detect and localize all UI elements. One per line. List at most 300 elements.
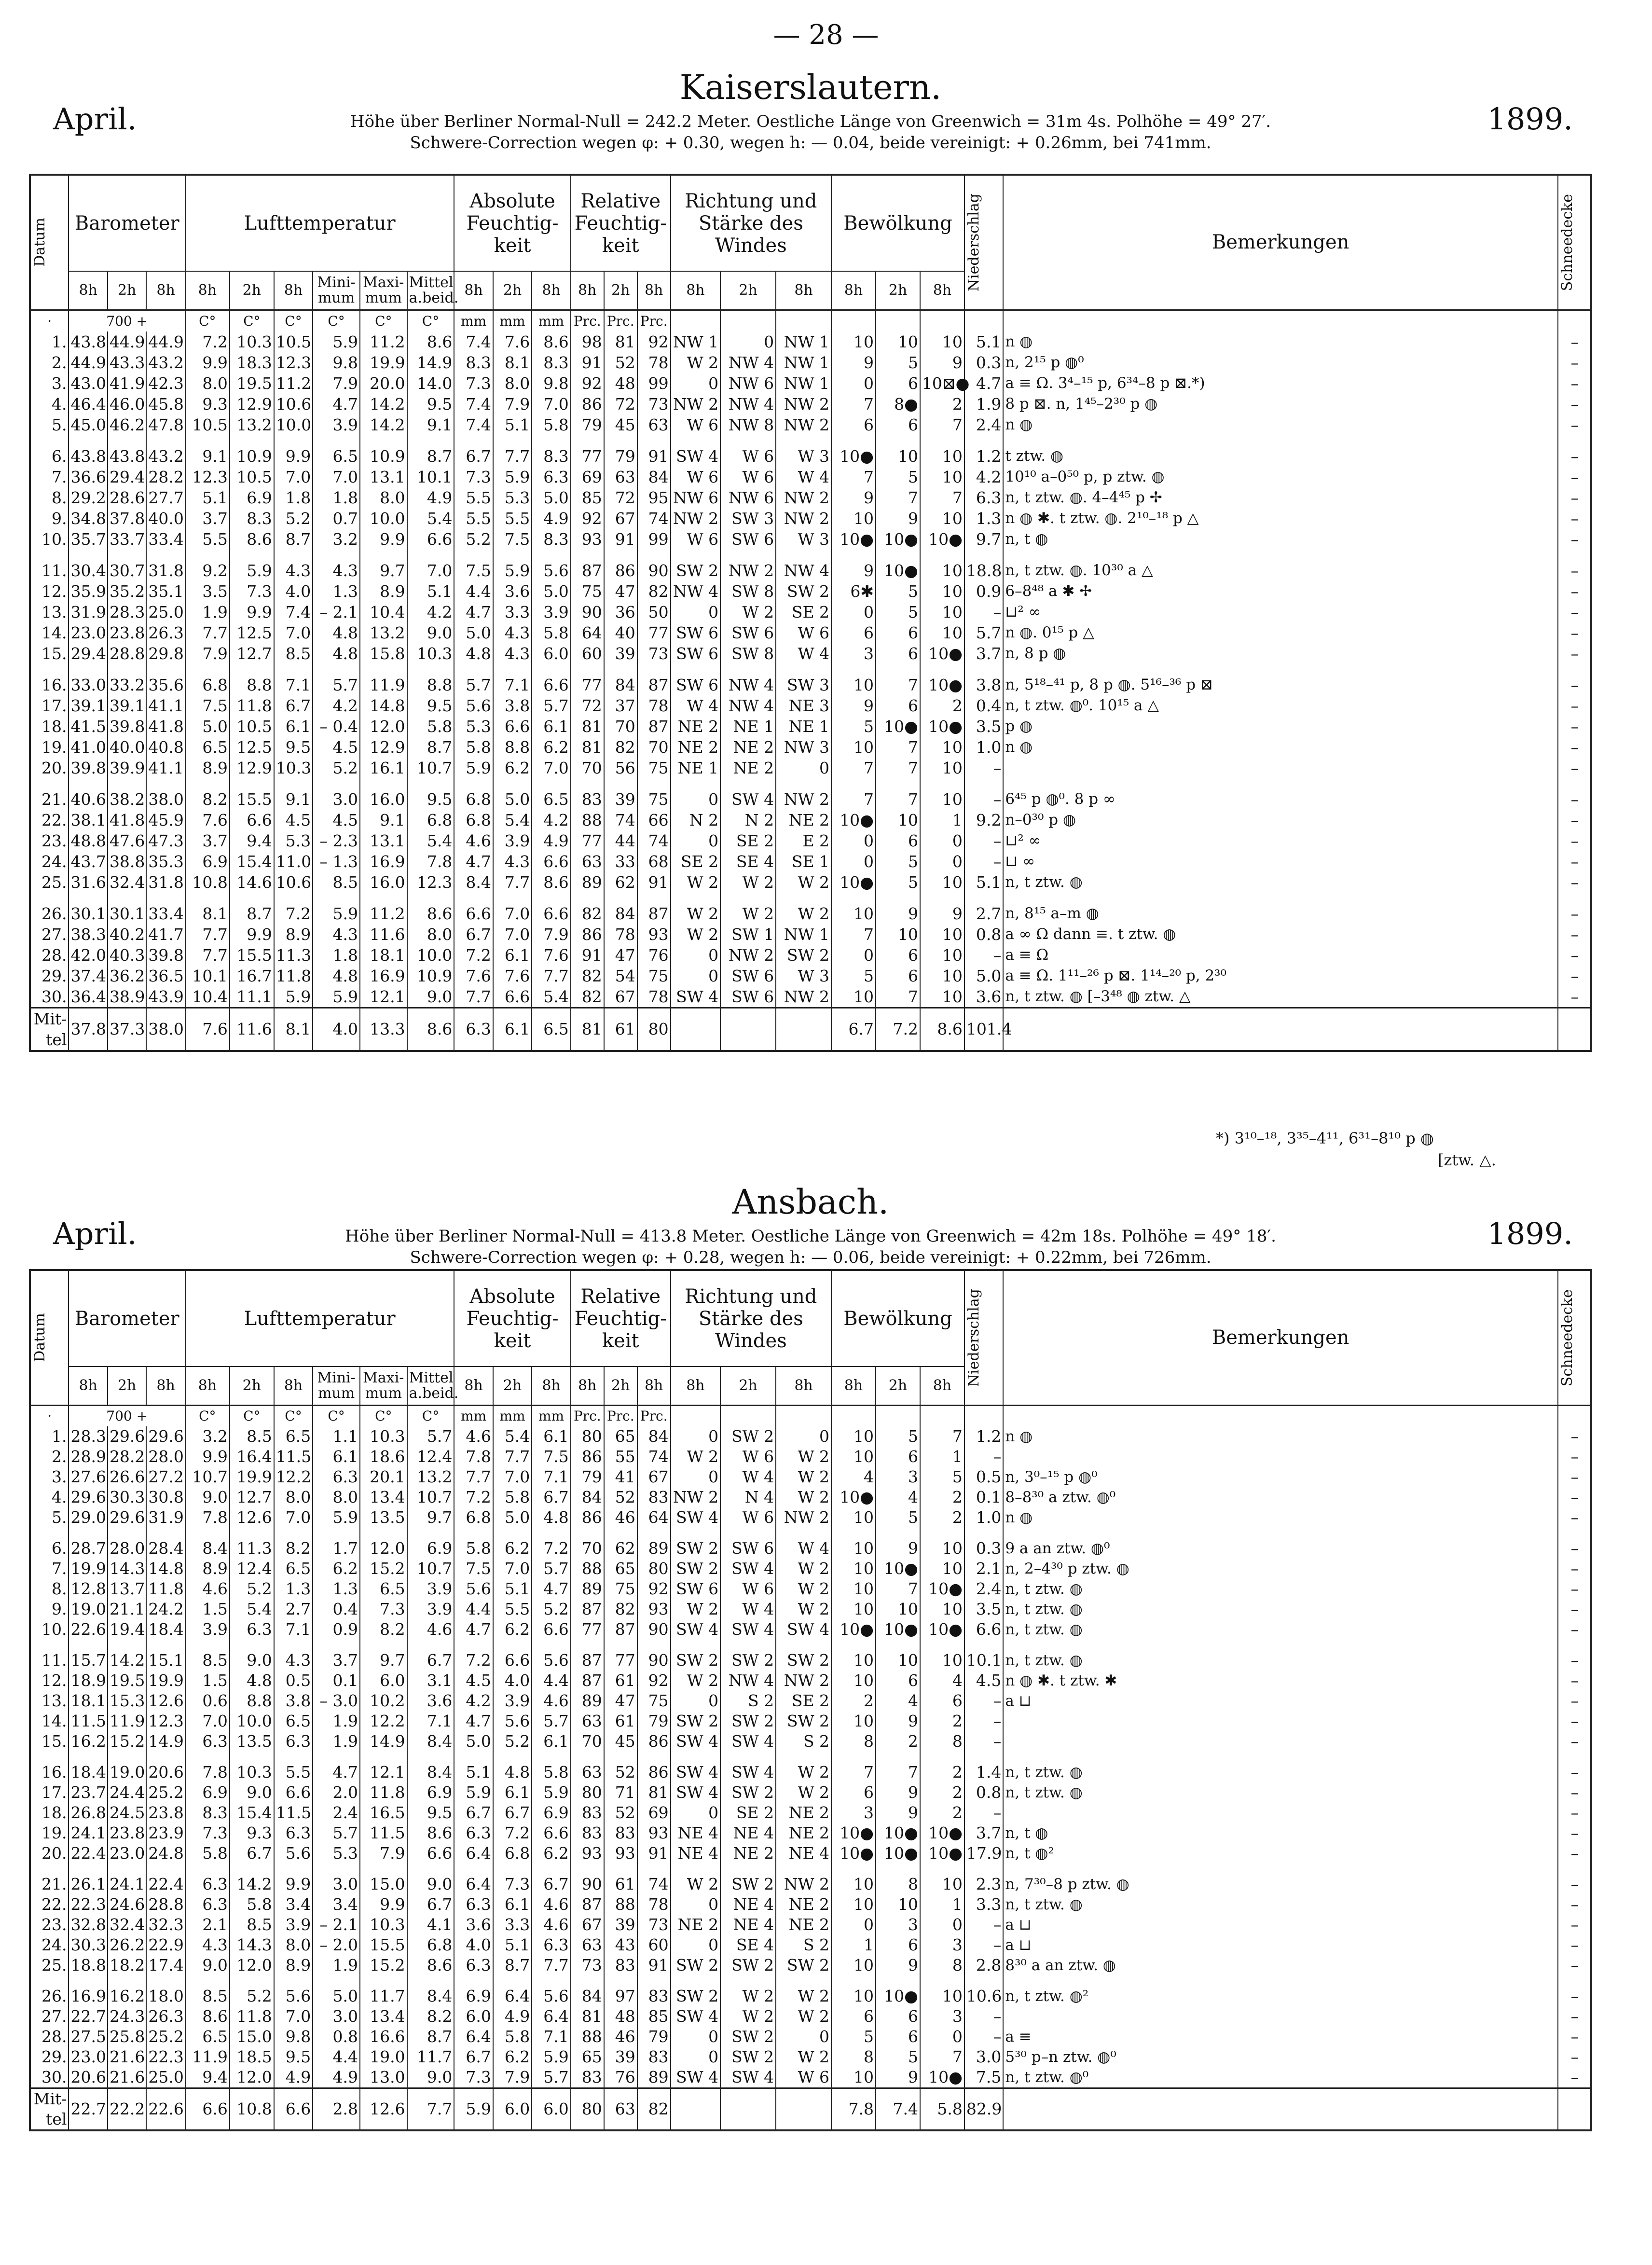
table-row <box>30 467 1591 487</box>
value-cell: 78 <box>637 1894 671 1915</box>
value-cell: 5.4 <box>407 508 454 529</box>
value-cell: 8.3 <box>532 435 570 467</box>
value-cell: 9.7 <box>360 1640 407 1671</box>
value-cell: 10● <box>876 1823 920 1843</box>
unit-mm: mm <box>454 310 493 331</box>
value-cell: 6.3 <box>313 1467 360 1487</box>
value-cell: 4.6 <box>407 1619 454 1640</box>
value-cell: 10.0 <box>274 414 313 435</box>
unit-celsius: C° <box>360 310 407 331</box>
value-cell: 15.3 <box>108 1691 146 1711</box>
value-cell: 93 <box>637 1599 671 1619</box>
mean-value: 37.3 <box>108 1008 146 1051</box>
value-cell: W 2 <box>776 2047 831 2067</box>
col-niederschlag <box>964 1270 1003 1405</box>
value-cell: – <box>1558 394 1591 414</box>
value-cell: 5.5 <box>493 508 532 529</box>
remark-cell: ⊔² ∞ <box>1003 602 1558 622</box>
value-cell: 80 <box>637 1559 671 1579</box>
value-cell: 19.0 <box>108 1752 146 1782</box>
observation-table <box>29 1269 1592 2131</box>
value-cell: 24.6 <box>108 1894 146 1915</box>
value-cell: 73 <box>637 1915 671 1935</box>
table-row <box>30 1752 1591 1782</box>
value-cell: 35.2 <box>108 581 146 602</box>
value-cell: 10 <box>831 508 876 529</box>
value-cell: 0 <box>920 1915 964 1935</box>
value-cell: 75 <box>604 1579 637 1599</box>
table-row <box>30 986 1591 1008</box>
date-cell: 24. <box>30 1935 69 1955</box>
value-cell: 4.6 <box>185 1579 230 1599</box>
remark-cell: a ≡ <box>1003 2027 1558 2047</box>
date-cell: 7. <box>30 1559 69 1579</box>
value-cell: 20.6 <box>146 1752 185 1782</box>
value-cell: 1.9 <box>313 1711 360 1731</box>
mean-value: 7.7 <box>407 2088 454 2130</box>
value-cell: 10 <box>876 1894 920 1915</box>
value-cell: 10● <box>920 664 964 695</box>
value-cell: 3.0 <box>313 2006 360 2027</box>
value-cell: – <box>1558 602 1591 622</box>
value-cell: 9.7 <box>964 529 1003 550</box>
col-abs-feuchtigkeit: Absolute Feuchtig- keit <box>454 175 570 271</box>
value-cell: 39 <box>604 2047 637 2067</box>
value-cell: W 2 <box>776 1599 831 1619</box>
value-cell: 3.7 <box>313 1640 360 1671</box>
value-cell: 14.2 <box>230 1864 274 1894</box>
value-cell: 4.2 <box>454 1691 493 1711</box>
date-cell: 11. <box>30 550 69 581</box>
value-cell: 3.9 <box>185 1619 230 1640</box>
value-cell: W 2 <box>720 1975 776 2006</box>
value-cell: 11.8 <box>274 966 313 986</box>
value-cell: 73 <box>637 394 671 414</box>
value-cell: – <box>964 1711 1003 1731</box>
value-cell: 10.0 <box>407 945 454 966</box>
col-datum <box>30 1270 69 1405</box>
value-cell: 10 <box>920 508 964 529</box>
value-cell: 4.9 <box>407 487 454 508</box>
value-cell: 16.1 <box>360 758 407 778</box>
value-cell: 16.6 <box>360 2027 407 2047</box>
value-cell: 74 <box>637 1864 671 1894</box>
value-cell: 3.2 <box>313 529 360 550</box>
mean-value <box>720 1008 776 1051</box>
value-cell: 5.8 <box>454 1528 493 1559</box>
value-cell: 0.6 <box>185 1691 230 1711</box>
remark-cell: n ◍ ✱. t ztw. ◍. 2¹⁰–¹⁸ p △ <box>1003 508 1558 529</box>
value-cell: 82 <box>604 737 637 758</box>
remark-cell: n, t ztw. ◍ [–3⁴⁸ ◍ ztw. △ <box>1003 986 1558 1008</box>
value-cell: 8.9 <box>360 581 407 602</box>
value-cell: 8.0 <box>185 373 230 394</box>
value-cell: NW 2 <box>720 945 776 966</box>
value-cell: SW 8 <box>720 581 776 602</box>
value-cell: 22.7 <box>69 2006 107 2027</box>
value-cell: 6.2 <box>532 737 570 758</box>
value-cell: 10 <box>831 1579 876 1599</box>
value-cell: 6.0 <box>454 2006 493 2027</box>
table-row <box>30 1711 1591 1731</box>
value-cell: 8.2 <box>407 2006 454 2027</box>
date-cell: 22. <box>30 1894 69 1915</box>
value-cell: 8.4 <box>185 1528 230 1559</box>
value-cell: 33 <box>604 851 637 872</box>
value-cell: 3.5 <box>185 581 230 602</box>
value-cell: 10● <box>831 1487 876 1507</box>
value-cell: 4 <box>831 1467 876 1487</box>
mean-value: 13.3 <box>360 1008 407 1051</box>
mean-value: 6.6 <box>274 2088 313 2130</box>
value-cell: 10.1 <box>185 966 230 986</box>
value-cell: 9.0 <box>407 1864 454 1894</box>
value-cell: 48 <box>604 373 637 394</box>
value-cell: 12.1 <box>360 1752 407 1782</box>
table-row <box>30 945 1591 966</box>
value-cell: 6.3 <box>532 1935 570 1955</box>
mean-value: 6.0 <box>493 2088 532 2130</box>
date-cell: 13. <box>30 1691 69 1711</box>
value-cell: 89 <box>637 1528 671 1559</box>
remark-cell: 9 a an ztw. ◍⁰ <box>1003 1528 1558 1559</box>
value-cell: 0.8 <box>964 924 1003 945</box>
value-cell: 5.7 <box>532 1711 570 1731</box>
value-cell: – <box>964 2006 1003 2027</box>
value-cell: 5.9 <box>493 467 532 487</box>
value-cell: 76 <box>604 2067 637 2088</box>
value-cell: – <box>1558 695 1591 716</box>
unit-prc: Prc. <box>637 1405 671 1426</box>
value-cell: 0 <box>671 945 720 966</box>
value-cell: SW 4 <box>671 2006 720 2027</box>
value-cell: 7.0 <box>274 622 313 643</box>
value-cell: 27.2 <box>146 1467 185 1487</box>
remark-cell <box>1003 758 1558 778</box>
value-cell: 8.3 <box>454 352 493 373</box>
mean-value: 80 <box>637 1008 671 1051</box>
value-cell: W 2 <box>776 2006 831 2027</box>
mean-value: 37.8 <box>69 1008 107 1051</box>
col-bemerkungen: Bemerkungen <box>1003 1270 1558 1405</box>
value-cell: NW 4 <box>720 1671 776 1691</box>
value-cell: 5.8 <box>454 737 493 758</box>
value-cell: 91 <box>637 872 671 893</box>
value-cell: 83 <box>571 778 604 810</box>
value-cell: SW 2 <box>776 1640 831 1671</box>
table-row <box>30 664 1591 695</box>
remark-cell: n, t ztw. ◍ <box>1003 1640 1558 1671</box>
value-cell: 7.0 <box>274 2006 313 2027</box>
mean-value <box>720 2088 776 2130</box>
value-cell: 12.3 <box>146 1711 185 1731</box>
value-cell: 4.8 <box>313 622 360 643</box>
table-row <box>30 1447 1591 1467</box>
value-cell: 6.8 <box>454 778 493 810</box>
value-cell: 10 <box>920 1599 964 1619</box>
value-cell: 7.2 <box>454 1487 493 1507</box>
value-cell: 11.1 <box>230 986 274 1008</box>
value-cell: 9.1 <box>185 435 230 467</box>
value-cell: 18.6 <box>360 1447 407 1467</box>
value-cell: 5.1 <box>454 1752 493 1782</box>
value-cell: 2 <box>920 1487 964 1507</box>
col-datum <box>30 175 69 310</box>
value-cell: 78 <box>604 924 637 945</box>
value-cell: SW 4 <box>720 1752 776 1782</box>
table-row <box>30 1823 1591 1843</box>
value-cell: 8.6 <box>407 893 454 924</box>
value-cell: 65 <box>604 1426 637 1447</box>
value-cell: 67 <box>637 1467 671 1487</box>
value-cell: 1.0 <box>964 737 1003 758</box>
value-cell: 30.7 <box>108 550 146 581</box>
value-cell: 15.2 <box>360 1559 407 1579</box>
value-cell: W 6 <box>720 467 776 487</box>
value-cell: 43.7 <box>69 851 107 872</box>
value-cell: 3.3 <box>493 602 532 622</box>
mean-label: Mit- tel <box>30 2088 69 2130</box>
value-cell: 10● <box>920 1843 964 1864</box>
value-cell: 13.2 <box>230 414 274 435</box>
value-cell: 6.3 <box>964 487 1003 508</box>
value-cell: 5.9 <box>313 1507 360 1528</box>
value-cell: W 4 <box>720 1599 776 1619</box>
value-cell: SW 2 <box>671 1559 720 1579</box>
value-cell: 10● <box>876 529 920 550</box>
value-cell: 10 <box>920 602 964 622</box>
remark-cell: n, t ztw. ◍⁰. 10¹⁵ a △ <box>1003 695 1558 716</box>
value-cell: 10 <box>920 581 964 602</box>
value-cell: SW 6 <box>720 966 776 986</box>
value-cell: 28.7 <box>69 1528 107 1559</box>
value-cell: 84 <box>571 1975 604 2006</box>
value-cell: 8.0 <box>407 924 454 945</box>
value-cell: 38.1 <box>69 810 107 830</box>
value-cell: 12.5 <box>230 737 274 758</box>
col-lufttemperatur: Lufttemperatur <box>185 1270 454 1367</box>
value-cell: SW 4 <box>720 1619 776 1640</box>
value-cell: 24.4 <box>108 1782 146 1803</box>
date-cell: 25. <box>30 872 69 893</box>
value-cell: 4.3 <box>493 851 532 872</box>
value-cell: 1.4 <box>964 1752 1003 1782</box>
mean-value: 7.6 <box>185 1008 230 1051</box>
value-cell: NW 1 <box>776 924 831 945</box>
value-cell: 10 <box>920 435 964 467</box>
value-cell: 88 <box>571 2027 604 2047</box>
value-cell: W 3 <box>776 435 831 467</box>
remark-cell: n ◍ <box>1003 1426 1558 1447</box>
mean-value: 61 <box>604 1008 637 1051</box>
value-cell: 10.7 <box>407 758 454 778</box>
value-cell: SW 6 <box>671 1579 720 1599</box>
value-cell: 0 <box>776 1426 831 1447</box>
value-cell: 4.9 <box>532 830 570 851</box>
value-cell: 8.4 <box>407 1752 454 1782</box>
value-cell: 10● <box>876 550 920 581</box>
value-cell: SW 4 <box>671 1619 720 1640</box>
value-cell: SW 6 <box>720 986 776 1008</box>
col-hour: 2h <box>604 271 637 310</box>
station-name: Kaiserslautern. <box>679 68 942 107</box>
value-cell: W 6 <box>720 1447 776 1467</box>
value-cell: 7.7 <box>185 924 230 945</box>
value-cell: SW 2 <box>776 1711 831 1731</box>
value-cell: 8 <box>920 1731 964 1752</box>
station-info-line2: Schwere-Correction wegen φ: + 0.28, wegen h: — 0.06, beide vereinigt: + 0.22mm, bei 726mm. <box>410 1248 1211 1267</box>
value-cell: 6 <box>831 414 876 435</box>
value-cell: 4.5 <box>313 810 360 830</box>
value-cell: 80 <box>571 1782 604 1803</box>
value-cell: 9.9 <box>360 529 407 550</box>
value-cell: 15.7 <box>69 1640 107 1671</box>
value-cell: 7.1 <box>407 1711 454 1731</box>
value-cell: 36.5 <box>146 966 185 986</box>
value-cell: 23.9 <box>146 1823 185 1843</box>
value-cell: NW 4 <box>720 394 776 414</box>
value-cell: 8.1 <box>493 352 532 373</box>
value-cell: 26.8 <box>69 1803 107 1823</box>
value-cell: 47.8 <box>146 414 185 435</box>
value-cell: 15.5 <box>230 945 274 966</box>
value-cell: 8.6 <box>532 331 570 352</box>
value-cell: 7.3 <box>454 373 493 394</box>
value-cell: 10.1 <box>964 1640 1003 1671</box>
value-cell: 19.0 <box>360 2047 407 2067</box>
value-cell: 98 <box>571 331 604 352</box>
value-cell: 33.4 <box>146 529 185 550</box>
value-cell: 82 <box>571 986 604 1008</box>
value-cell: 11.3 <box>230 1528 274 1559</box>
value-cell: S 2 <box>720 1691 776 1711</box>
value-cell: 86 <box>604 550 637 581</box>
value-cell: 0 <box>831 1915 876 1935</box>
value-cell: 5.3 <box>493 487 532 508</box>
value-cell: – <box>1558 1864 1591 1894</box>
value-cell: 79 <box>637 1711 671 1731</box>
value-cell: 86 <box>571 394 604 414</box>
value-cell: 28.9 <box>69 1447 107 1467</box>
value-cell: – <box>1558 1487 1591 1507</box>
value-cell: 5.0 <box>454 622 493 643</box>
value-cell: 4 <box>876 1487 920 1507</box>
value-cell: 41.5 <box>69 716 107 737</box>
value-cell: – <box>1558 1894 1591 1915</box>
date-cell: 17. <box>30 695 69 716</box>
mean-value: 6.7 <box>831 1008 876 1051</box>
remark-cell: n, t ◍ <box>1003 1823 1558 1843</box>
col-hour: 8h <box>454 271 493 310</box>
value-cell: W 2 <box>776 1447 831 1467</box>
value-cell: 40.8 <box>146 737 185 758</box>
value-cell: 7.6 <box>532 945 570 966</box>
value-cell: 84 <box>637 467 671 487</box>
value-cell: 1.9 <box>964 394 1003 414</box>
value-cell: 5.0 <box>185 716 230 737</box>
value-cell: 25.2 <box>146 1782 185 1803</box>
value-cell: 1 <box>920 1894 964 1915</box>
value-cell: 8.6 <box>407 1955 454 1975</box>
value-cell: 6.1 <box>532 716 570 737</box>
value-cell: SE 4 <box>720 851 776 872</box>
value-cell: 5.9 <box>454 1782 493 1803</box>
value-cell: 12.8 <box>69 1579 107 1599</box>
value-cell: 0 <box>671 1691 720 1711</box>
value-cell: 47.6 <box>108 830 146 851</box>
value-cell: 7.0 <box>274 1507 313 1528</box>
value-cell: 90 <box>637 1619 671 1640</box>
value-cell: 1.9 <box>313 1955 360 1975</box>
value-cell: 67 <box>571 1915 604 1935</box>
value-cell: 7.1 <box>274 664 313 695</box>
value-cell: 8.6 <box>407 331 454 352</box>
value-cell: – <box>1558 487 1591 508</box>
value-cell: 6.7 <box>454 435 493 467</box>
col-wind: Richtung und Stärke des Windes <box>671 175 831 271</box>
value-cell: 6.6 <box>532 664 570 695</box>
col-bewoelkung: Bewölkung <box>831 175 964 271</box>
value-cell: 10 <box>920 758 964 778</box>
value-cell: 6.8 <box>407 1935 454 1955</box>
value-cell: 7.3 <box>493 1864 532 1894</box>
value-cell: 0 <box>831 373 876 394</box>
value-cell: SE 1 <box>776 851 831 872</box>
value-cell: NW 4 <box>720 664 776 695</box>
value-cell: 6 <box>876 1935 920 1955</box>
value-cell: 6.3 <box>532 467 570 487</box>
date-cell: 23. <box>30 1915 69 1935</box>
table-row <box>30 1426 1591 1447</box>
value-cell: 0.1 <box>313 1671 360 1691</box>
value-cell: 5.7 <box>407 1426 454 1447</box>
value-cell: 10.6 <box>964 1975 1003 2006</box>
value-cell: 11.9 <box>360 664 407 695</box>
value-cell: NW 2 <box>776 986 831 1008</box>
value-cell: 7.2 <box>532 1528 570 1559</box>
value-cell: 10 <box>831 1864 876 1894</box>
value-cell: 10● <box>876 716 920 737</box>
value-cell: 72 <box>571 695 604 716</box>
value-cell: 3.9 <box>532 602 570 622</box>
value-cell: 46.4 <box>69 394 107 414</box>
value-cell: 6.6 <box>964 1619 1003 1640</box>
table-row <box>30 716 1591 737</box>
value-cell: NW 6 <box>720 487 776 508</box>
value-cell: 12.0 <box>230 1955 274 1975</box>
unit-mm: mm <box>532 1405 570 1426</box>
value-cell: 5.7 <box>964 622 1003 643</box>
table-row <box>30 2047 1591 2067</box>
value-cell: 4.5 <box>964 1671 1003 1691</box>
value-cell: 71 <box>604 1782 637 1803</box>
value-cell: 4.5 <box>274 810 313 830</box>
value-cell: 56 <box>604 758 637 778</box>
value-cell: – <box>1558 1640 1591 1671</box>
value-cell: 6.7 <box>532 1864 570 1894</box>
value-cell: 92 <box>571 373 604 394</box>
value-cell: 83 <box>637 2047 671 2067</box>
remark-cell: a ∞ Ω dann ≡. t ztw. ◍ <box>1003 924 1558 945</box>
value-cell: 61 <box>604 1711 637 1731</box>
value-cell: 8.7 <box>493 1955 532 1975</box>
value-cell: 28.3 <box>69 1426 107 1447</box>
value-cell: 7.0 <box>532 394 570 414</box>
value-cell: 99 <box>637 373 671 394</box>
value-cell: 14.8 <box>360 695 407 716</box>
value-cell: 44 <box>604 830 637 851</box>
value-cell: 9 <box>876 1803 920 1823</box>
